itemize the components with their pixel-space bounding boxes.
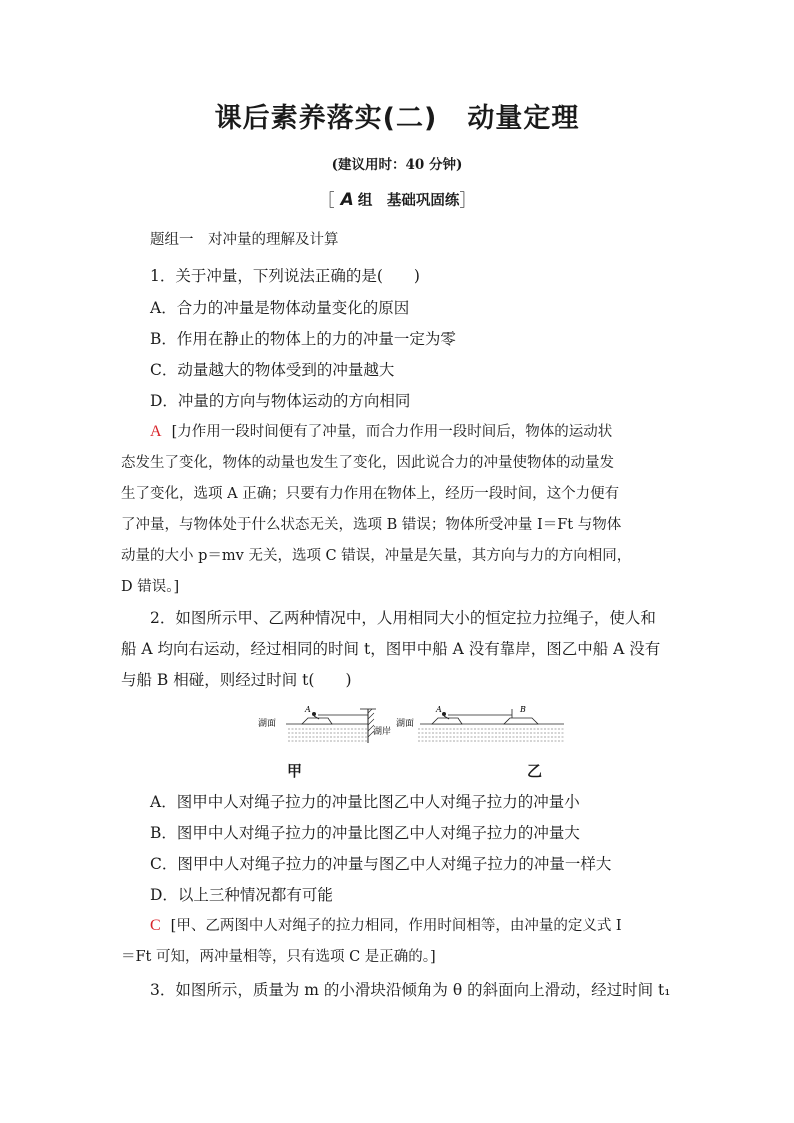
- lake-label-left: 湖面: [258, 719, 277, 729]
- boat-a-label-right: A: [436, 705, 442, 714]
- q1-option-a: A．合力的冲量是物体动量变化的原因: [150, 299, 410, 317]
- q1-explanation-5: 动量的大小 p＝mv 无关，选项 C 错误，冲量是矢量，其方向与力的方向相同，: [121, 548, 632, 564]
- suggested-time: (建议用时：40 分钟): [331, 157, 463, 173]
- group-bracket-close: ］: [459, 191, 477, 211]
- q2-explanation-1: [甲、乙两图中人对绳子的拉力相同，作用时间相等，由冲量的定义式 I: [170, 918, 622, 934]
- lake-label-right: 湖面: [396, 719, 415, 729]
- boat-figure: [256, 699, 566, 751]
- q1-explanation-3: 生了变化，选项 A 正确；只要有力作用在物体上，经历一段时间，这个力便有: [121, 486, 620, 502]
- group-bracket-open: ［: [317, 191, 335, 211]
- q1-option-c: C．动量越大的物体受到的冲量越大: [150, 361, 395, 379]
- group-tag: A: [340, 190, 354, 210]
- q3-stem: 3．如图所示，质量为 m 的小滑块沿倾角为 θ 的斜面向上滑动，经过时间 t₁: [150, 981, 671, 999]
- q1-explanation-2: 态发生了变化，物体的动量也发生了变化，因此说合力的冲量使物体的动量发: [121, 455, 614, 471]
- q2-stem-3: 与船 B 相碰，则经过时间 t( ): [121, 671, 352, 689]
- q1-explanation-4: 了冲量，与物体处于什么状态无关，选项 B 错误；物体所受冲量 I＝Ft 与物体: [121, 517, 622, 533]
- q2-stem-1: 2．如图所示甲、乙两种情况中，人用相同大小的恒定拉力拉绳子，使人和: [150, 609, 656, 627]
- boat-b-label: B: [520, 705, 526, 714]
- figure-left-panel: [258, 705, 391, 743]
- group-label: 组 基础巩固练: [357, 193, 460, 209]
- title-topic: 动量定理: [467, 103, 580, 134]
- section-heading: 题组一 对冲量的理解及计算: [150, 232, 339, 248]
- shore-label: 湖岸: [373, 727, 392, 737]
- boat-b: [504, 718, 538, 724]
- figure-right-panel: [396, 705, 564, 741]
- boat-a-left: [302, 718, 332, 724]
- q2-answer-line-1: [150, 914, 622, 935]
- page-title: [0, 96, 794, 135]
- q1-explanation-1: [力作用一段时间便有了冲量，而合力作用一段时间后，物体的运动状: [171, 424, 613, 440]
- q1-option-b: B．作用在静止的物体上的力的冲量一定为零: [150, 330, 456, 348]
- group-heading: [0, 186, 794, 211]
- q2-option-a: A．图甲中人对绳子拉力的冲量比图乙中人对绳子拉力的冲量小: [150, 793, 580, 811]
- figure-caption-right: 乙: [527, 762, 543, 780]
- q2-stem-2: 船 A 均向右运动，经过相同的时间 t，图甲中船 A 没有靠岸，图乙中船 A 没有: [121, 640, 661, 658]
- q2-option-d: D．以上三种情况都有可能: [150, 886, 333, 904]
- q2-answer-letter: C: [150, 917, 161, 934]
- title-main: 课后素养落实(二): [214, 103, 438, 134]
- boat-a-right: [432, 718, 462, 724]
- q1-answer-letter: A: [150, 423, 162, 440]
- q1-explanation-6: D 错误。]: [121, 579, 180, 595]
- q2-option-b: B．图甲中人对绳子拉力的冲量比图乙中人对绳子拉力的冲量大: [150, 824, 580, 842]
- figure-caption-left: 甲: [287, 762, 303, 780]
- q1-option-d: D．冲量的方向与物体运动的方向相同: [150, 392, 411, 410]
- q1-stem: 1．关于冲量，下列说法正确的是( ): [150, 267, 420, 285]
- q1-answer-line-1: [150, 420, 612, 441]
- q2-option-c: C．图甲中人对绳子拉力的冲量与图乙中人对绳子拉力的冲量一样大: [150, 855, 612, 873]
- boat-a-label-left: A: [305, 705, 311, 714]
- q2-explanation-2: ＝Ft 可知，两冲量相等，只有选项 C 是正确的。]: [121, 949, 436, 965]
